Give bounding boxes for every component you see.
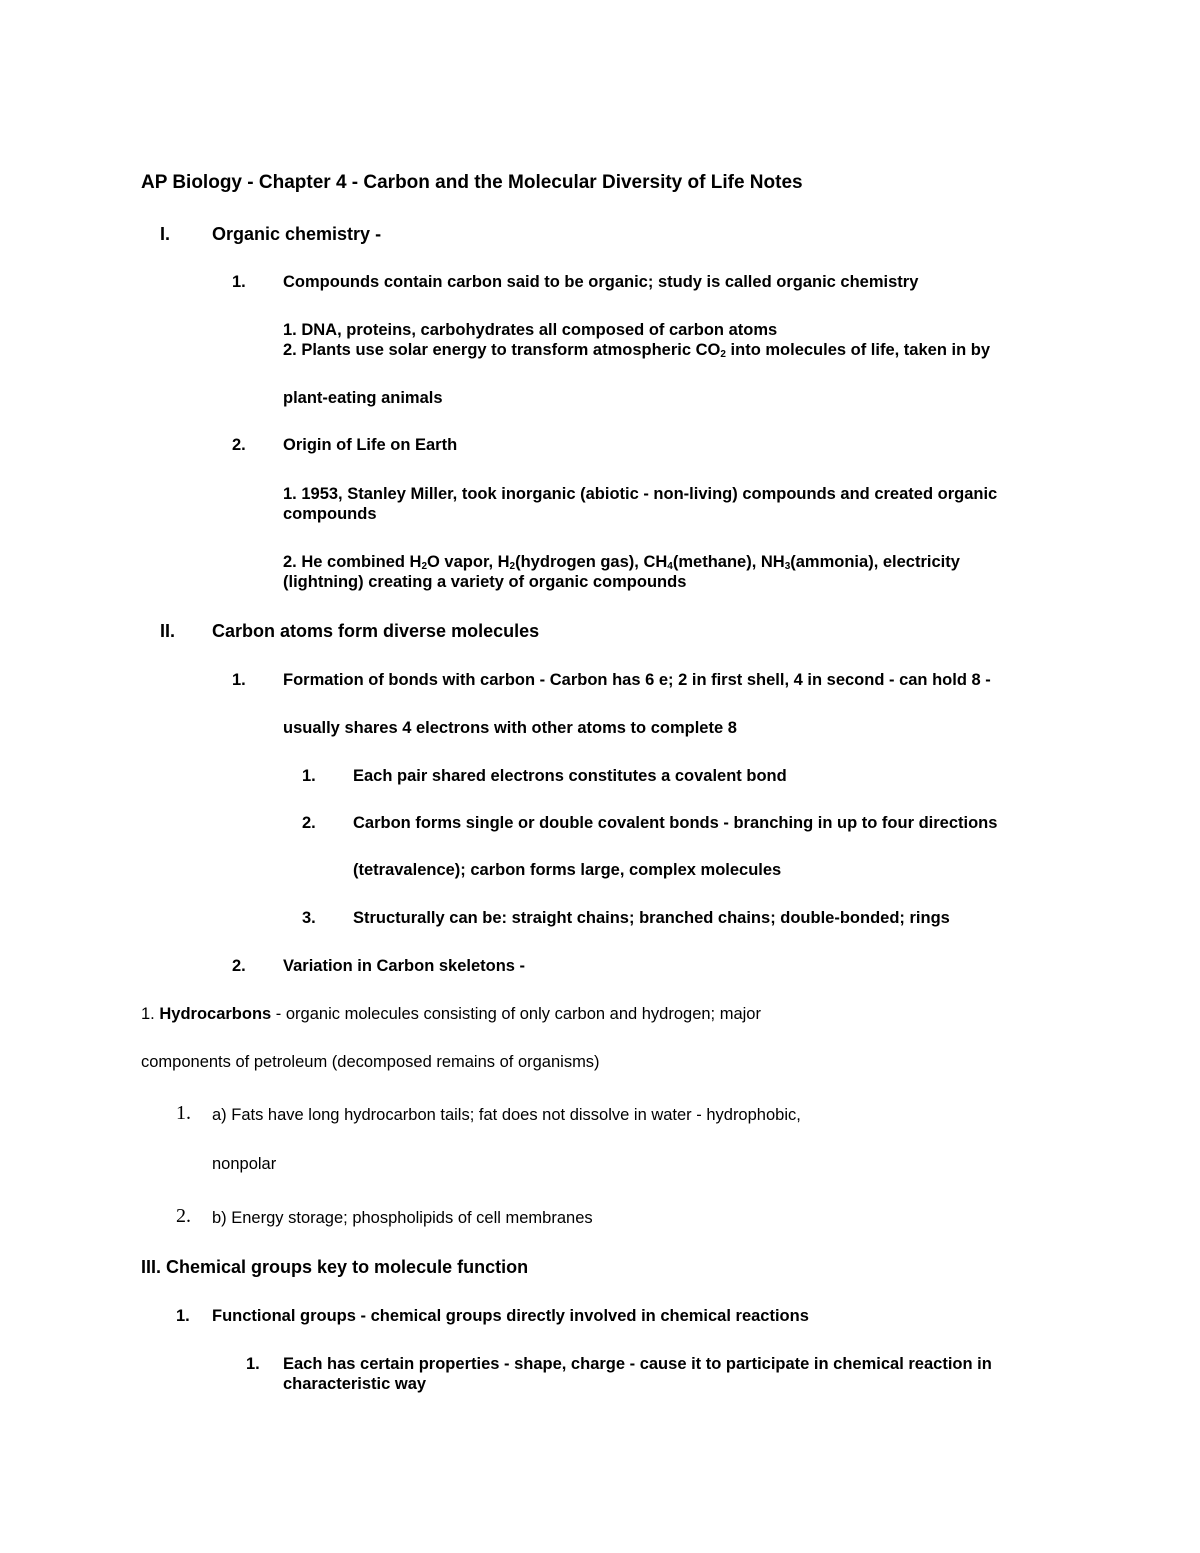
- fact-1-continued: nonpolar: [212, 1155, 277, 1173]
- fact-2-text: b) Energy storage; phospholipids of cell membranes: [212, 1209, 593, 1227]
- section-3-item-1-text: Functional groups - chemical groups directly involved in chemical reactions: [212, 1307, 809, 1325]
- section-3-item-1-sub-1-text: Each has certain properties - shape, charge - cause it to participate in chemical reaction in: [283, 1355, 992, 1373]
- hydrocarbons-term: Hydrocarbons: [159, 1005, 272, 1023]
- section-1-item-1-sub-1: 1. DNA, proteins, carbohydrates all composed of carbon atoms: [283, 321, 778, 339]
- section-1-numeral: I.: [160, 224, 171, 244]
- hydrocarbons-line: 1. Hydrocarbons - organic molecules consisting of only carbon and hydrogen; major: [141, 1005, 761, 1023]
- document-title: AP Biology - Chapter 4 - Carbon and the Molecular Diversity of Life Notes: [141, 172, 803, 193]
- section-2-item-2-text: Variation in Carbon skeletons -: [283, 957, 526, 975]
- section-3-item-1-sub-1-number: 1.: [246, 1355, 260, 1373]
- section-3-item-1-sub-1-continued: characteristic way: [283, 1375, 427, 1393]
- section-2-item-1-continued: usually shares 4 electrons with other atoms to complete 8: [283, 719, 737, 737]
- section-1-item-2-sub-2: 2. He combined $H_2O$ vapor, $H_2(hydrogen$ gas), $CH_4(methane)$, $NH_3(ammonia)$, electricity: [283, 553, 960, 572]
- section-1-item-1-text: Compounds contain carbon said to be organic; study is called organic chemistry: [283, 273, 919, 291]
- section-2-item-1-sub-1-number: 1.: [302, 767, 316, 785]
- hydrocarbons-continued: components of petroleum (decomposed remains of organisms): [141, 1053, 600, 1071]
- section-1-item-1-number: 1.: [232, 273, 246, 291]
- section-2-item-1-sub-2-text: Carbon forms single or double covalent bonds - branching in up to four directions: [353, 814, 998, 832]
- section-2-item-1-sub-1-text: Each pair shared electrons constitutes a covalent bond: [353, 767, 787, 785]
- section-1-item-2-sub-1: 1. 1953, Stanley Miller, took inorganic (abiotic - non-living) compounds and created organic: [283, 485, 998, 503]
- fact-1-number: 1.: [176, 1102, 191, 1124]
- section-2-item-1-sub-3-number: 3.: [302, 909, 316, 927]
- section-2-heading: Carbon atoms form diverse molecules: [212, 621, 540, 641]
- fact-1-text: a) Fats have long hydrocarbon tails; fat does not dissolve in water - hydrophobic,: [212, 1106, 801, 1124]
- fact-2-number: 2.: [176, 1205, 191, 1227]
- section-3-heading: III. Chemical groups key to molecule function: [141, 1257, 529, 1277]
- section-1-item-2-sub-2-continued: (lightning) creating a variety of organic compounds: [283, 573, 687, 591]
- section-2-item-2-number: 2.: [232, 957, 246, 975]
- section-2-numeral: II.: [160, 621, 176, 641]
- section-2-item-1-text: Formation of bonds with carbon - Carbon has 6 e; 2 in first shell, 4 in second - can hold 8 -: [283, 671, 991, 689]
- section-2-item-1-number: 1.: [232, 671, 246, 689]
- section-3-item-1-number: 1.: [176, 1307, 190, 1325]
- section-2-item-1-sub-2-continued: (tetravalence); carbon forms large, complex molecules: [353, 861, 782, 879]
- section-1-item-1-sub-2: 2. Plants use solar energy to transform atmospheric $CO_2$ into molecules of life, taken in by: [283, 341, 991, 360]
- section-1-item-2-text: Origin of Life on Earth: [283, 436, 458, 454]
- section-1-item-2-number: 2.: [232, 436, 246, 454]
- section-2-item-1-sub-2-number: 2.: [302, 814, 316, 832]
- section-1-item-1-sub-2-continued: plant-eating animals: [283, 389, 443, 407]
- section-1-heading: Organic chemistry -: [212, 224, 382, 244]
- section-1-item-2-sub-1-continued: compounds: [283, 505, 377, 523]
- section-2-item-1-sub-3-text: Structurally can be: straight chains; branched chains; double-bonded; rings: [353, 909, 950, 927]
